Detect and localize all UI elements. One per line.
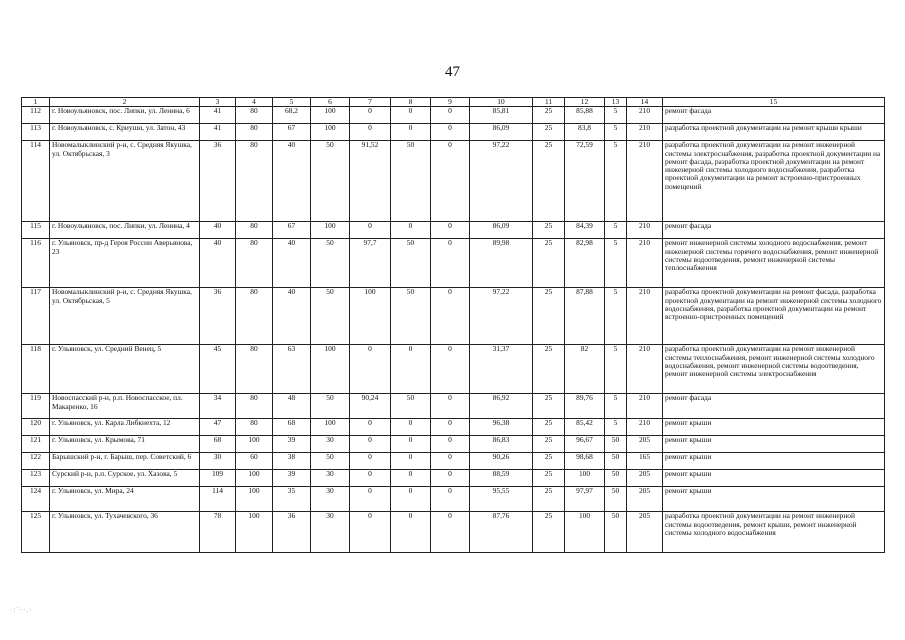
value-cell: 25: [533, 394, 565, 419]
table-row: [22, 419, 885, 436]
value-cell: 100: [236, 436, 273, 453]
value-cell: 0: [431, 419, 470, 436]
value-cell: 0: [350, 419, 391, 436]
table-row: [22, 345, 885, 394]
value-cell: 109: [200, 470, 236, 487]
value-cell: 96,38: [470, 419, 533, 436]
value-cell: 50: [311, 239, 350, 288]
value-cell: 84,39: [565, 222, 605, 239]
value-cell: 0: [391, 487, 431, 512]
value-cell: 0: [391, 107, 431, 124]
column-header: 6: [311, 98, 350, 107]
value-cell: 80: [236, 239, 273, 288]
value-cell: 85,88: [565, 107, 605, 124]
work-description-cell: ремонт фасада: [663, 107, 885, 124]
value-cell: 0: [431, 512, 470, 553]
address-cell: г. Новоульяновск, пос. Липки, ул. Ленина, 6: [50, 107, 200, 124]
value-cell: 0: [391, 419, 431, 436]
value-cell: 0: [431, 107, 470, 124]
row-number-cell: 116: [22, 239, 50, 288]
value-cell: 50: [311, 141, 350, 222]
table-row: [22, 436, 885, 453]
value-cell: 25: [533, 288, 565, 345]
address-cell: г. Ульяновск, ул. Тухачевского, 36: [50, 512, 200, 553]
value-cell: 0: [350, 345, 391, 394]
value-cell: 0: [350, 222, 391, 239]
value-cell: 0: [431, 239, 470, 288]
value-cell: 45: [200, 345, 236, 394]
value-cell: 0: [350, 124, 391, 141]
value-cell: 0: [431, 394, 470, 419]
row-number-cell: 120: [22, 419, 50, 436]
row-number-cell: 122: [22, 453, 50, 470]
value-cell: 50: [605, 512, 627, 553]
header-row: [22, 98, 885, 107]
value-cell: 80: [236, 124, 273, 141]
value-cell: 0: [391, 512, 431, 553]
row-number-cell: 124: [22, 487, 50, 512]
value-cell: 100: [311, 124, 350, 141]
value-cell: 47: [200, 419, 236, 436]
value-cell: 40: [273, 141, 311, 222]
value-cell: 210: [627, 288, 663, 345]
value-cell: 50: [605, 436, 627, 453]
work-description-cell: ремонт крыши: [663, 453, 885, 470]
value-cell: 0: [431, 453, 470, 470]
value-cell: 5: [605, 419, 627, 436]
column-header: 10: [470, 98, 533, 107]
value-cell: 25: [533, 141, 565, 222]
value-cell: 80: [236, 288, 273, 345]
work-description-cell: разработка проектной документации на ремонт инженерной системы водоотведения, ремонт крыши, ремонт инженерной системы холодного водоснабжения: [663, 512, 885, 553]
value-cell: 210: [627, 124, 663, 141]
value-cell: 90,26: [470, 453, 533, 470]
value-cell: 165: [627, 453, 663, 470]
value-cell: 50: [391, 394, 431, 419]
value-cell: 100: [565, 470, 605, 487]
value-cell: 50: [311, 288, 350, 345]
column-header: 4: [236, 98, 273, 107]
address-cell: Сурский р-н, р.п. Сурское, ул. Хазова, 5: [50, 470, 200, 487]
value-cell: 0: [350, 453, 391, 470]
value-cell: 210: [627, 141, 663, 222]
column-header: 8: [391, 98, 431, 107]
value-cell: 41: [200, 124, 236, 141]
value-cell: 90,24: [350, 394, 391, 419]
row-number-cell: 118: [22, 345, 50, 394]
column-header: 14: [627, 98, 663, 107]
address-cell: г. Ульяновск, пр-д Героя России Аверьянова, 23: [50, 239, 200, 288]
table-row: [22, 222, 885, 239]
value-cell: 100: [350, 288, 391, 345]
value-cell: 0: [350, 512, 391, 553]
address-cell: Барышский р-н, г. Барыш, пер. Советский, 6: [50, 453, 200, 470]
value-cell: 50: [391, 141, 431, 222]
column-header: 11: [533, 98, 565, 107]
work-description-cell: разработка проектной документации на ремонт крыши крыши: [663, 124, 885, 141]
value-cell: 25: [533, 239, 565, 288]
row-number-cell: 121: [22, 436, 50, 453]
value-cell: 205: [627, 436, 663, 453]
value-cell: 0: [431, 487, 470, 512]
value-cell: 67: [273, 124, 311, 141]
value-cell: 0: [391, 470, 431, 487]
value-cell: 50: [391, 288, 431, 345]
value-cell: 80: [236, 394, 273, 419]
address-cell: г. Ульяновск, ул. Карла Либкнехта, 12: [50, 419, 200, 436]
value-cell: 86,09: [470, 222, 533, 239]
value-cell: 30: [311, 436, 350, 453]
value-cell: 85,81: [470, 107, 533, 124]
value-cell: 38: [273, 453, 311, 470]
column-header: 2: [50, 98, 200, 107]
value-cell: 100: [311, 107, 350, 124]
value-cell: 48: [273, 394, 311, 419]
column-header: 5: [273, 98, 311, 107]
value-cell: 5: [605, 222, 627, 239]
value-cell: 85,42: [565, 419, 605, 436]
value-cell: 0: [391, 222, 431, 239]
value-cell: 39: [273, 470, 311, 487]
value-cell: 25: [533, 512, 565, 553]
row-number-cell: 123: [22, 470, 50, 487]
value-cell: 40: [273, 239, 311, 288]
work-description-cell: ремонт крыши: [663, 436, 885, 453]
value-cell: 97,97: [565, 487, 605, 512]
value-cell: 210: [627, 419, 663, 436]
row-number-cell: 117: [22, 288, 50, 345]
table-body: [22, 107, 885, 553]
value-cell: 96,67: [565, 436, 605, 453]
value-cell: 25: [533, 345, 565, 394]
value-cell: 68,2: [273, 107, 311, 124]
value-cell: 25: [533, 470, 565, 487]
value-cell: 86,09: [470, 124, 533, 141]
value-cell: 5: [605, 107, 627, 124]
work-description-cell: ремонт крыши: [663, 487, 885, 512]
value-cell: 25: [533, 436, 565, 453]
work-description-cell: разработка проектной документации на ремонт инженерной системы теплоснабжения, ремонт инженерной системы холодного водоснабжения, ремонт инженерной системы водоотведения, ремонт инженерной системы электроснабжения: [663, 345, 885, 394]
value-cell: 210: [627, 345, 663, 394]
work-description-cell: ремонт инженерной системы холодного водоснабжения, ремонт инженерной системы горячего водоснабжения, ремонт инженерной системы водоотведения, ремонт инженерной системы теплоснабжения: [663, 239, 885, 288]
page-number: 47: [445, 64, 460, 80]
column-header: 3: [200, 98, 236, 107]
column-header: 15: [663, 98, 885, 107]
value-cell: 25: [533, 453, 565, 470]
table-row: [22, 512, 885, 553]
value-cell: 36: [200, 288, 236, 345]
value-cell: 5: [605, 124, 627, 141]
value-cell: 210: [627, 239, 663, 288]
value-cell: 0: [350, 487, 391, 512]
value-cell: 35: [273, 487, 311, 512]
value-cell: 30: [200, 453, 236, 470]
value-cell: 89,98: [470, 239, 533, 288]
table-row: [22, 288, 885, 345]
address-cell: г. Ульяновск, ул. Крымова, 71: [50, 436, 200, 453]
address-cell: Новомалыклинский р-н, с. Средняя Якушка, ул. Октябрьская, 3: [50, 141, 200, 222]
value-cell: 0: [350, 436, 391, 453]
value-cell: 25: [533, 419, 565, 436]
value-cell: 40: [273, 288, 311, 345]
value-cell: 100: [311, 419, 350, 436]
value-cell: 25: [533, 222, 565, 239]
column-header: 9: [431, 98, 470, 107]
value-cell: 97,7: [350, 239, 391, 288]
row-number-cell: 114: [22, 141, 50, 222]
work-description-cell: разработка проектной документации на ремонт фасада, разработка проектной документации на ремонт инженерной системы холодного водоснабжения, разработка проектной документации на ремонт встроенно-пристроенных помещений: [663, 288, 885, 345]
table-row: [22, 124, 885, 141]
value-cell: 30: [311, 487, 350, 512]
value-cell: 5: [605, 288, 627, 345]
row-number-cell: 125: [22, 512, 50, 553]
value-cell: 5: [605, 394, 627, 419]
value-cell: 68: [273, 419, 311, 436]
value-cell: 50: [391, 239, 431, 288]
value-cell: 0: [431, 470, 470, 487]
value-cell: 100: [311, 222, 350, 239]
work-description-cell: ремонт крыши: [663, 470, 885, 487]
value-cell: 30: [311, 512, 350, 553]
value-cell: 210: [627, 394, 663, 419]
value-cell: 25: [533, 487, 565, 512]
value-cell: 0: [431, 436, 470, 453]
value-cell: 82,98: [565, 239, 605, 288]
address-cell: Новомалыклинский р-н, с. Средняя Якушка, ул. Октябрьская, 5: [50, 288, 200, 345]
table-row: [22, 141, 885, 222]
value-cell: 50: [605, 470, 627, 487]
value-cell: 0: [431, 222, 470, 239]
value-cell: 78: [200, 512, 236, 553]
value-cell: 50: [311, 394, 350, 419]
table-row: [22, 453, 885, 470]
value-cell: 83,8: [565, 124, 605, 141]
value-cell: 72,59: [565, 141, 605, 222]
data-table: [21, 97, 885, 553]
table-row: [22, 107, 885, 124]
value-cell: 30: [311, 470, 350, 487]
value-cell: 50: [605, 453, 627, 470]
value-cell: 0: [431, 141, 470, 222]
value-cell: 86,83: [470, 436, 533, 453]
column-header: 12: [565, 98, 605, 107]
value-cell: 100: [236, 470, 273, 487]
address-cell: г. Ульяновск, ул. Мира, 24: [50, 487, 200, 512]
value-cell: 210: [627, 222, 663, 239]
value-cell: 88,59: [470, 470, 533, 487]
value-cell: 100: [311, 345, 350, 394]
value-cell: 31,37: [470, 345, 533, 394]
scan-mark: ·:˙··.·: [10, 606, 33, 614]
value-cell: 40: [200, 222, 236, 239]
address-cell: Новоспасский р-н, р.п. Новоспасское, пл. Макаренко, 16: [50, 394, 200, 419]
table-row: [22, 470, 885, 487]
value-cell: 100: [236, 512, 273, 553]
value-cell: 36: [200, 141, 236, 222]
value-cell: 89,76: [565, 394, 605, 419]
value-cell: 0: [431, 345, 470, 394]
work-description-cell: ремонт фасада: [663, 394, 885, 419]
table-row: [22, 394, 885, 419]
value-cell: 0: [431, 124, 470, 141]
column-header: 1: [22, 98, 50, 107]
value-cell: 0: [350, 470, 391, 487]
value-cell: 0: [431, 288, 470, 345]
row-number-cell: 119: [22, 394, 50, 419]
value-cell: 63: [273, 345, 311, 394]
value-cell: 36: [273, 512, 311, 553]
value-cell: 5: [605, 239, 627, 288]
value-cell: 210: [627, 107, 663, 124]
value-cell: 205: [627, 512, 663, 553]
value-cell: 0: [391, 345, 431, 394]
table-row: [22, 487, 885, 512]
value-cell: 80: [236, 419, 273, 436]
work-description-cell: ремонт фасада: [663, 222, 885, 239]
value-cell: 0: [391, 436, 431, 453]
value-cell: 5: [605, 345, 627, 394]
value-cell: 100: [236, 487, 273, 512]
value-cell: 205: [627, 470, 663, 487]
value-cell: 68: [200, 436, 236, 453]
value-cell: 50: [311, 453, 350, 470]
table-row: [22, 239, 885, 288]
row-number-cell: 113: [22, 124, 50, 141]
row-number-cell: 112: [22, 107, 50, 124]
value-cell: 25: [533, 107, 565, 124]
value-cell: 205: [627, 487, 663, 512]
value-cell: 95,55: [470, 487, 533, 512]
value-cell: 87,88: [565, 288, 605, 345]
value-cell: 34: [200, 394, 236, 419]
value-cell: 0: [391, 453, 431, 470]
value-cell: 41: [200, 107, 236, 124]
value-cell: 0: [350, 107, 391, 124]
work-description-cell: разработка проектной документации на ремонт инженерной системы электроснабжения, разработка проектной документации на ремонт фасада, разработка проектной документации на ремонт инженерной системы холодного водоснабжения, разработка проектной документации на ремонт встроенно-пристроенных помещений: [663, 141, 885, 222]
address-cell: г. Новоульяновск, с. Криуши, ул. Затон, 43: [50, 124, 200, 141]
work-description-cell: ремонт крыши: [663, 419, 885, 436]
value-cell: 97,22: [470, 288, 533, 345]
value-cell: 80: [236, 107, 273, 124]
value-cell: 5: [605, 141, 627, 222]
value-cell: 114: [200, 487, 236, 512]
row-number-cell: 115: [22, 222, 50, 239]
column-header: 13: [605, 98, 627, 107]
value-cell: 80: [236, 222, 273, 239]
value-cell: 97,22: [470, 141, 533, 222]
value-cell: 80: [236, 345, 273, 394]
value-cell: 39: [273, 436, 311, 453]
value-cell: 25: [533, 124, 565, 141]
value-cell: 60: [236, 453, 273, 470]
value-cell: 50: [605, 487, 627, 512]
value-cell: 80: [236, 141, 273, 222]
value-cell: 67: [273, 222, 311, 239]
value-cell: 82: [565, 345, 605, 394]
value-cell: 0: [391, 124, 431, 141]
value-cell: 98,68: [565, 453, 605, 470]
value-cell: 87,76: [470, 512, 533, 553]
column-header: 7: [350, 98, 391, 107]
value-cell: 91,52: [350, 141, 391, 222]
value-cell: 86,92: [470, 394, 533, 419]
address-cell: г. Новоульяновск, пос. Липки, ул. Ленина, 4: [50, 222, 200, 239]
value-cell: 100: [565, 512, 605, 553]
value-cell: 40: [200, 239, 236, 288]
address-cell: г. Ульяновск, ул. Средний Венец, 5: [50, 345, 200, 394]
